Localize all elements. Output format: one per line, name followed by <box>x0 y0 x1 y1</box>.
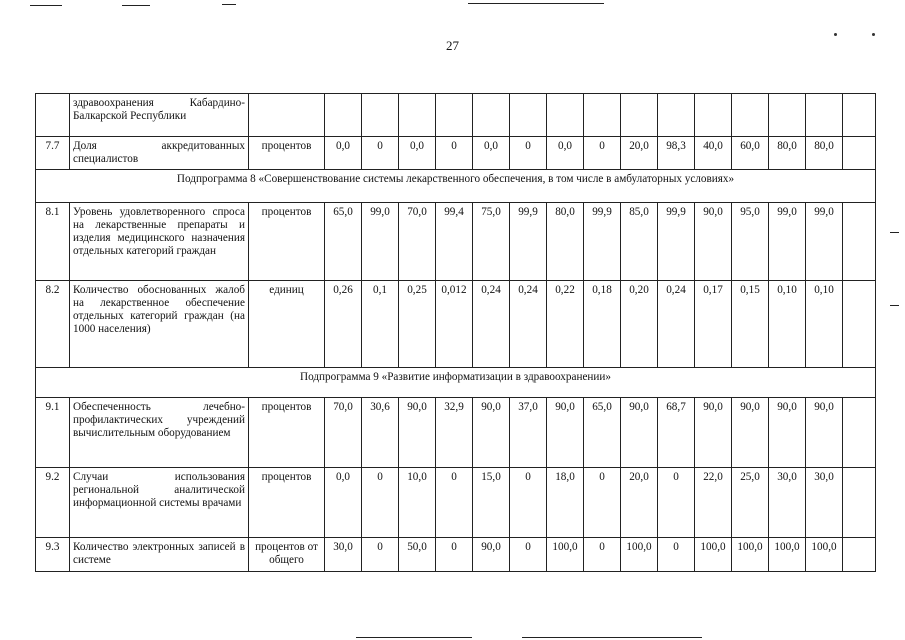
value-cell: 0 <box>510 538 547 572</box>
value-cell: 90,0 <box>399 398 436 468</box>
value-cell <box>843 538 876 572</box>
value-cell: 99,0 <box>362 203 399 281</box>
table-row <box>36 203 876 281</box>
unit-cell: процентов от общего <box>249 538 325 572</box>
value-cell: 90,0 <box>769 398 806 468</box>
value-cell: 30,0 <box>325 538 362 572</box>
value-cell: 0,0 <box>325 468 362 538</box>
subprogram-title: Подпрограмма 8 «Совершенствование системы лекарственного обеспечения, в том числе в амбулаторных условиях» <box>36 170 876 203</box>
row-index: 8.2 <box>36 281 70 368</box>
unit-cell: процентов <box>249 137 325 170</box>
value-cell: 0 <box>362 468 399 538</box>
value-cell: 0 <box>510 137 547 170</box>
subprogram-row <box>36 368 876 398</box>
value-cell <box>621 94 658 137</box>
value-cell: 0,22 <box>547 281 584 368</box>
value-cell: 0 <box>658 468 695 538</box>
value-cell: 0,24 <box>473 281 510 368</box>
value-cell <box>843 94 876 137</box>
value-cell: 0,24 <box>510 281 547 368</box>
value-cell: 99,4 <box>436 203 473 281</box>
value-cell: 99,9 <box>584 203 621 281</box>
value-cell: 80,0 <box>547 203 584 281</box>
value-cell: 75,0 <box>473 203 510 281</box>
indicator-table <box>35 93 876 572</box>
value-cell <box>843 137 876 170</box>
value-cell: 60,0 <box>732 137 769 170</box>
value-cell <box>436 94 473 137</box>
scan-line <box>122 5 150 6</box>
value-cell <box>732 94 769 137</box>
value-cell: 90,0 <box>695 398 732 468</box>
unit-cell: процентов <box>249 468 325 538</box>
value-cell: 0,0 <box>547 137 584 170</box>
value-cell: 0,25 <box>399 281 436 368</box>
row-index: 7.7 <box>36 137 70 170</box>
value-cell: 20,0 <box>621 468 658 538</box>
value-cell: 0 <box>584 468 621 538</box>
table-row <box>36 281 876 368</box>
scan-line <box>468 3 604 4</box>
value-cell: 65,0 <box>325 203 362 281</box>
indicator-name: Количество электронных записей в системе <box>70 538 249 572</box>
table-row <box>36 538 876 572</box>
value-cell <box>399 94 436 137</box>
indicator-name: Обеспеченность лечебно-профилактических учреждений вычислительным оборудованием <box>70 398 249 468</box>
value-cell <box>695 94 732 137</box>
value-cell: 90,0 <box>621 398 658 468</box>
value-cell: 99,9 <box>510 203 547 281</box>
value-cell <box>362 94 399 137</box>
value-cell: 0,0 <box>325 137 362 170</box>
value-cell: 15,0 <box>473 468 510 538</box>
scan-mark <box>834 33 837 36</box>
subprogram-title: Подпрограмма 9 «Развитие информатизации в здравоохранении» <box>36 368 876 398</box>
scan-line <box>890 232 899 233</box>
value-cell: 0 <box>584 538 621 572</box>
value-cell: 0 <box>436 468 473 538</box>
value-cell: 0,18 <box>584 281 621 368</box>
table-row <box>36 398 876 468</box>
value-cell: 0,15 <box>732 281 769 368</box>
indicator-name: Доля аккредитованных специалистов <box>70 137 249 170</box>
value-cell: 0,24 <box>658 281 695 368</box>
value-cell: 90,0 <box>473 398 510 468</box>
value-cell <box>658 94 695 137</box>
value-cell: 0,0 <box>473 137 510 170</box>
value-cell: 40,0 <box>695 137 732 170</box>
value-cell: 0,012 <box>436 281 473 368</box>
row-index: 9.3 <box>36 538 70 572</box>
value-cell <box>769 94 806 137</box>
scan-line <box>890 305 899 306</box>
value-cell <box>325 94 362 137</box>
value-cell: 70,0 <box>399 203 436 281</box>
value-cell: 68,7 <box>658 398 695 468</box>
value-cell: 30,6 <box>362 398 399 468</box>
value-cell: 95,0 <box>732 203 769 281</box>
value-cell: 98,3 <box>658 137 695 170</box>
value-cell: 0,1 <box>362 281 399 368</box>
value-cell: 0 <box>362 538 399 572</box>
value-cell: 85,0 <box>621 203 658 281</box>
value-cell: 100,0 <box>621 538 658 572</box>
value-cell: 90,0 <box>732 398 769 468</box>
value-cell: 80,0 <box>769 137 806 170</box>
scan-line <box>356 637 472 638</box>
value-cell: 0,10 <box>806 281 843 368</box>
table-row <box>36 468 876 538</box>
value-cell <box>510 94 547 137</box>
value-cell: 30,0 <box>806 468 843 538</box>
value-cell: 22,0 <box>695 468 732 538</box>
page-number: 27 <box>446 38 459 53</box>
row-index <box>36 94 70 137</box>
value-cell: 0,20 <box>621 281 658 368</box>
value-cell: 99,0 <box>806 203 843 281</box>
indicator-name: здравоохранения Кабардино-Балкарской Республики <box>70 94 249 137</box>
value-cell: 32,9 <box>436 398 473 468</box>
value-cell <box>843 281 876 368</box>
value-cell <box>843 398 876 468</box>
value-cell: 65,0 <box>584 398 621 468</box>
value-cell: 100,0 <box>732 538 769 572</box>
value-cell: 0,17 <box>695 281 732 368</box>
value-cell: 90,0 <box>547 398 584 468</box>
value-cell: 100,0 <box>547 538 584 572</box>
value-cell: 0,0 <box>399 137 436 170</box>
value-cell: 30,0 <box>769 468 806 538</box>
value-cell <box>843 468 876 538</box>
value-cell: 70,0 <box>325 398 362 468</box>
value-cell: 20,0 <box>621 137 658 170</box>
unit-cell: процентов <box>249 398 325 468</box>
table-row <box>36 137 876 170</box>
indicator-name: Количество обоснованных жалоб на лекарственное обеспечение отдельных категорий граждан (на 1000 населения) <box>70 281 249 368</box>
scan-line <box>522 637 702 638</box>
scan-mark <box>872 33 875 36</box>
value-cell: 80,0 <box>806 137 843 170</box>
value-cell: 99,9 <box>658 203 695 281</box>
value-cell: 90,0 <box>473 538 510 572</box>
scan-line <box>222 4 236 5</box>
unit-cell <box>249 94 325 137</box>
value-cell <box>584 94 621 137</box>
value-cell: 50,0 <box>399 538 436 572</box>
value-cell: 0 <box>362 137 399 170</box>
value-cell: 90,0 <box>806 398 843 468</box>
value-cell: 25,0 <box>732 468 769 538</box>
row-index: 8.1 <box>36 203 70 281</box>
scan-line <box>30 5 62 6</box>
indicator-name: Уровень удовлетворенного спроса на лекарственные препараты и изделия медицинского назначения отдельных категорий граждан <box>70 203 249 281</box>
value-cell: 0 <box>436 137 473 170</box>
value-cell: 100,0 <box>806 538 843 572</box>
value-cell: 90,0 <box>695 203 732 281</box>
value-cell <box>843 203 876 281</box>
row-index: 9.1 <box>36 398 70 468</box>
unit-cell: процентов <box>249 203 325 281</box>
value-cell: 0,26 <box>325 281 362 368</box>
value-cell <box>473 94 510 137</box>
value-cell: 0,10 <box>769 281 806 368</box>
value-cell <box>806 94 843 137</box>
value-cell: 18,0 <box>547 468 584 538</box>
value-cell <box>547 94 584 137</box>
subprogram-row <box>36 170 876 203</box>
value-cell: 99,0 <box>769 203 806 281</box>
value-cell: 10,0 <box>399 468 436 538</box>
value-cell: 100,0 <box>695 538 732 572</box>
indicator-name: Случаи использования региональной аналитической информационной системы врачами <box>70 468 249 538</box>
value-cell: 0 <box>510 468 547 538</box>
table-row <box>36 94 876 137</box>
row-index: 9.2 <box>36 468 70 538</box>
value-cell: 0 <box>436 538 473 572</box>
value-cell: 0 <box>658 538 695 572</box>
value-cell: 0 <box>584 137 621 170</box>
value-cell: 37,0 <box>510 398 547 468</box>
unit-cell: единиц <box>249 281 325 368</box>
value-cell: 100,0 <box>769 538 806 572</box>
